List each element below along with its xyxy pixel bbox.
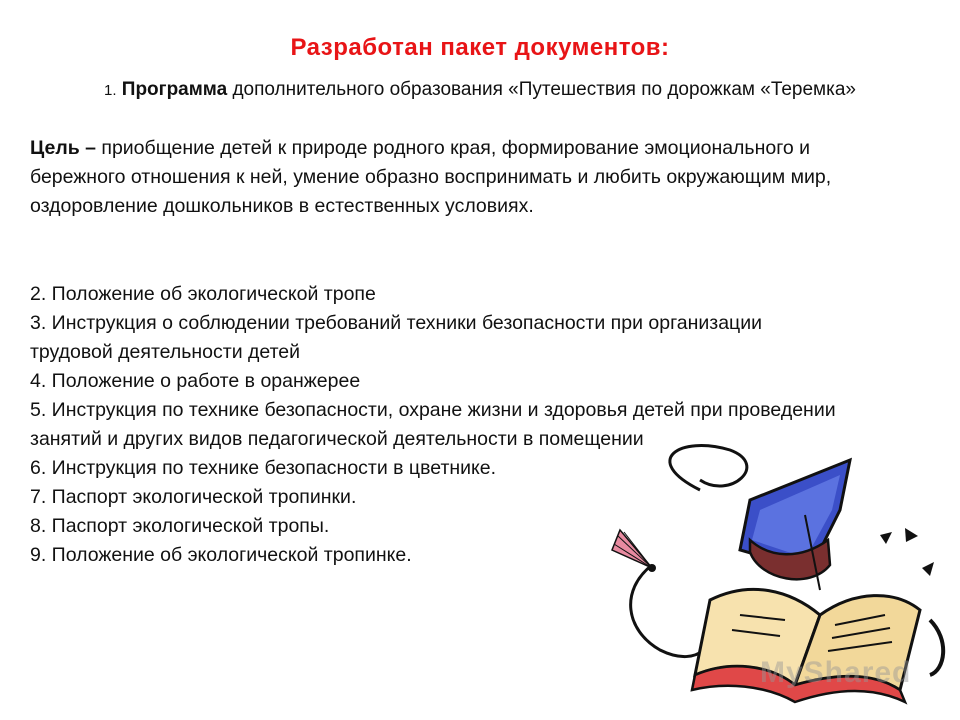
document-item: 8. Паспорт экологической тропы. [30, 515, 330, 537]
document-item: 5. Инструкция по технике безопасности, охране жизни и здоровья детей при проведении занятий и других видов педагогической деятельности в помещении [30, 399, 836, 450]
program-label: Программа [121, 79, 228, 100]
document-item: 2. Положение об экологической тропе [30, 283, 376, 305]
document-item: 4. Положение о работе в оранжерее [30, 370, 361, 392]
goal-paragraph [30, 134, 910, 221]
goal-text: приобщение детей к природе родного края, формирование эмоционального и бережного отношения к ней, умение образно воспринимать и любить окружающим мир, оздоровление дошкольников в естественных условиях. [30, 137, 832, 217]
graduation-cap-icon [740, 460, 850, 590]
document-item: 7. Паспорт экологической тропинки. [30, 486, 357, 508]
program-heading [40, 76, 920, 105]
page-title: Разработан пакет документов: [290, 34, 670, 61]
document-item: 3. Инструкция о соблюдении требований техники безопасности при организации трудовой деятельности детей [30, 312, 763, 363]
watermark: MyShared [760, 656, 912, 689]
document-item: 6. Инструкция по технике безопасности в цветнике. [30, 457, 497, 479]
tassel-icon [612, 530, 656, 572]
swirl-decoration [670, 446, 747, 490]
sparkle-icon [880, 528, 934, 576]
swirl-decoration [930, 620, 943, 675]
document-item: 9. Положение об экологической тропинке. [30, 544, 412, 566]
program-title: дополнительного образования «Путешествия по дорожкам «Теремка» [227, 79, 856, 100]
goal-label: Цель – [30, 137, 96, 159]
program-number: 1. [104, 82, 117, 99]
